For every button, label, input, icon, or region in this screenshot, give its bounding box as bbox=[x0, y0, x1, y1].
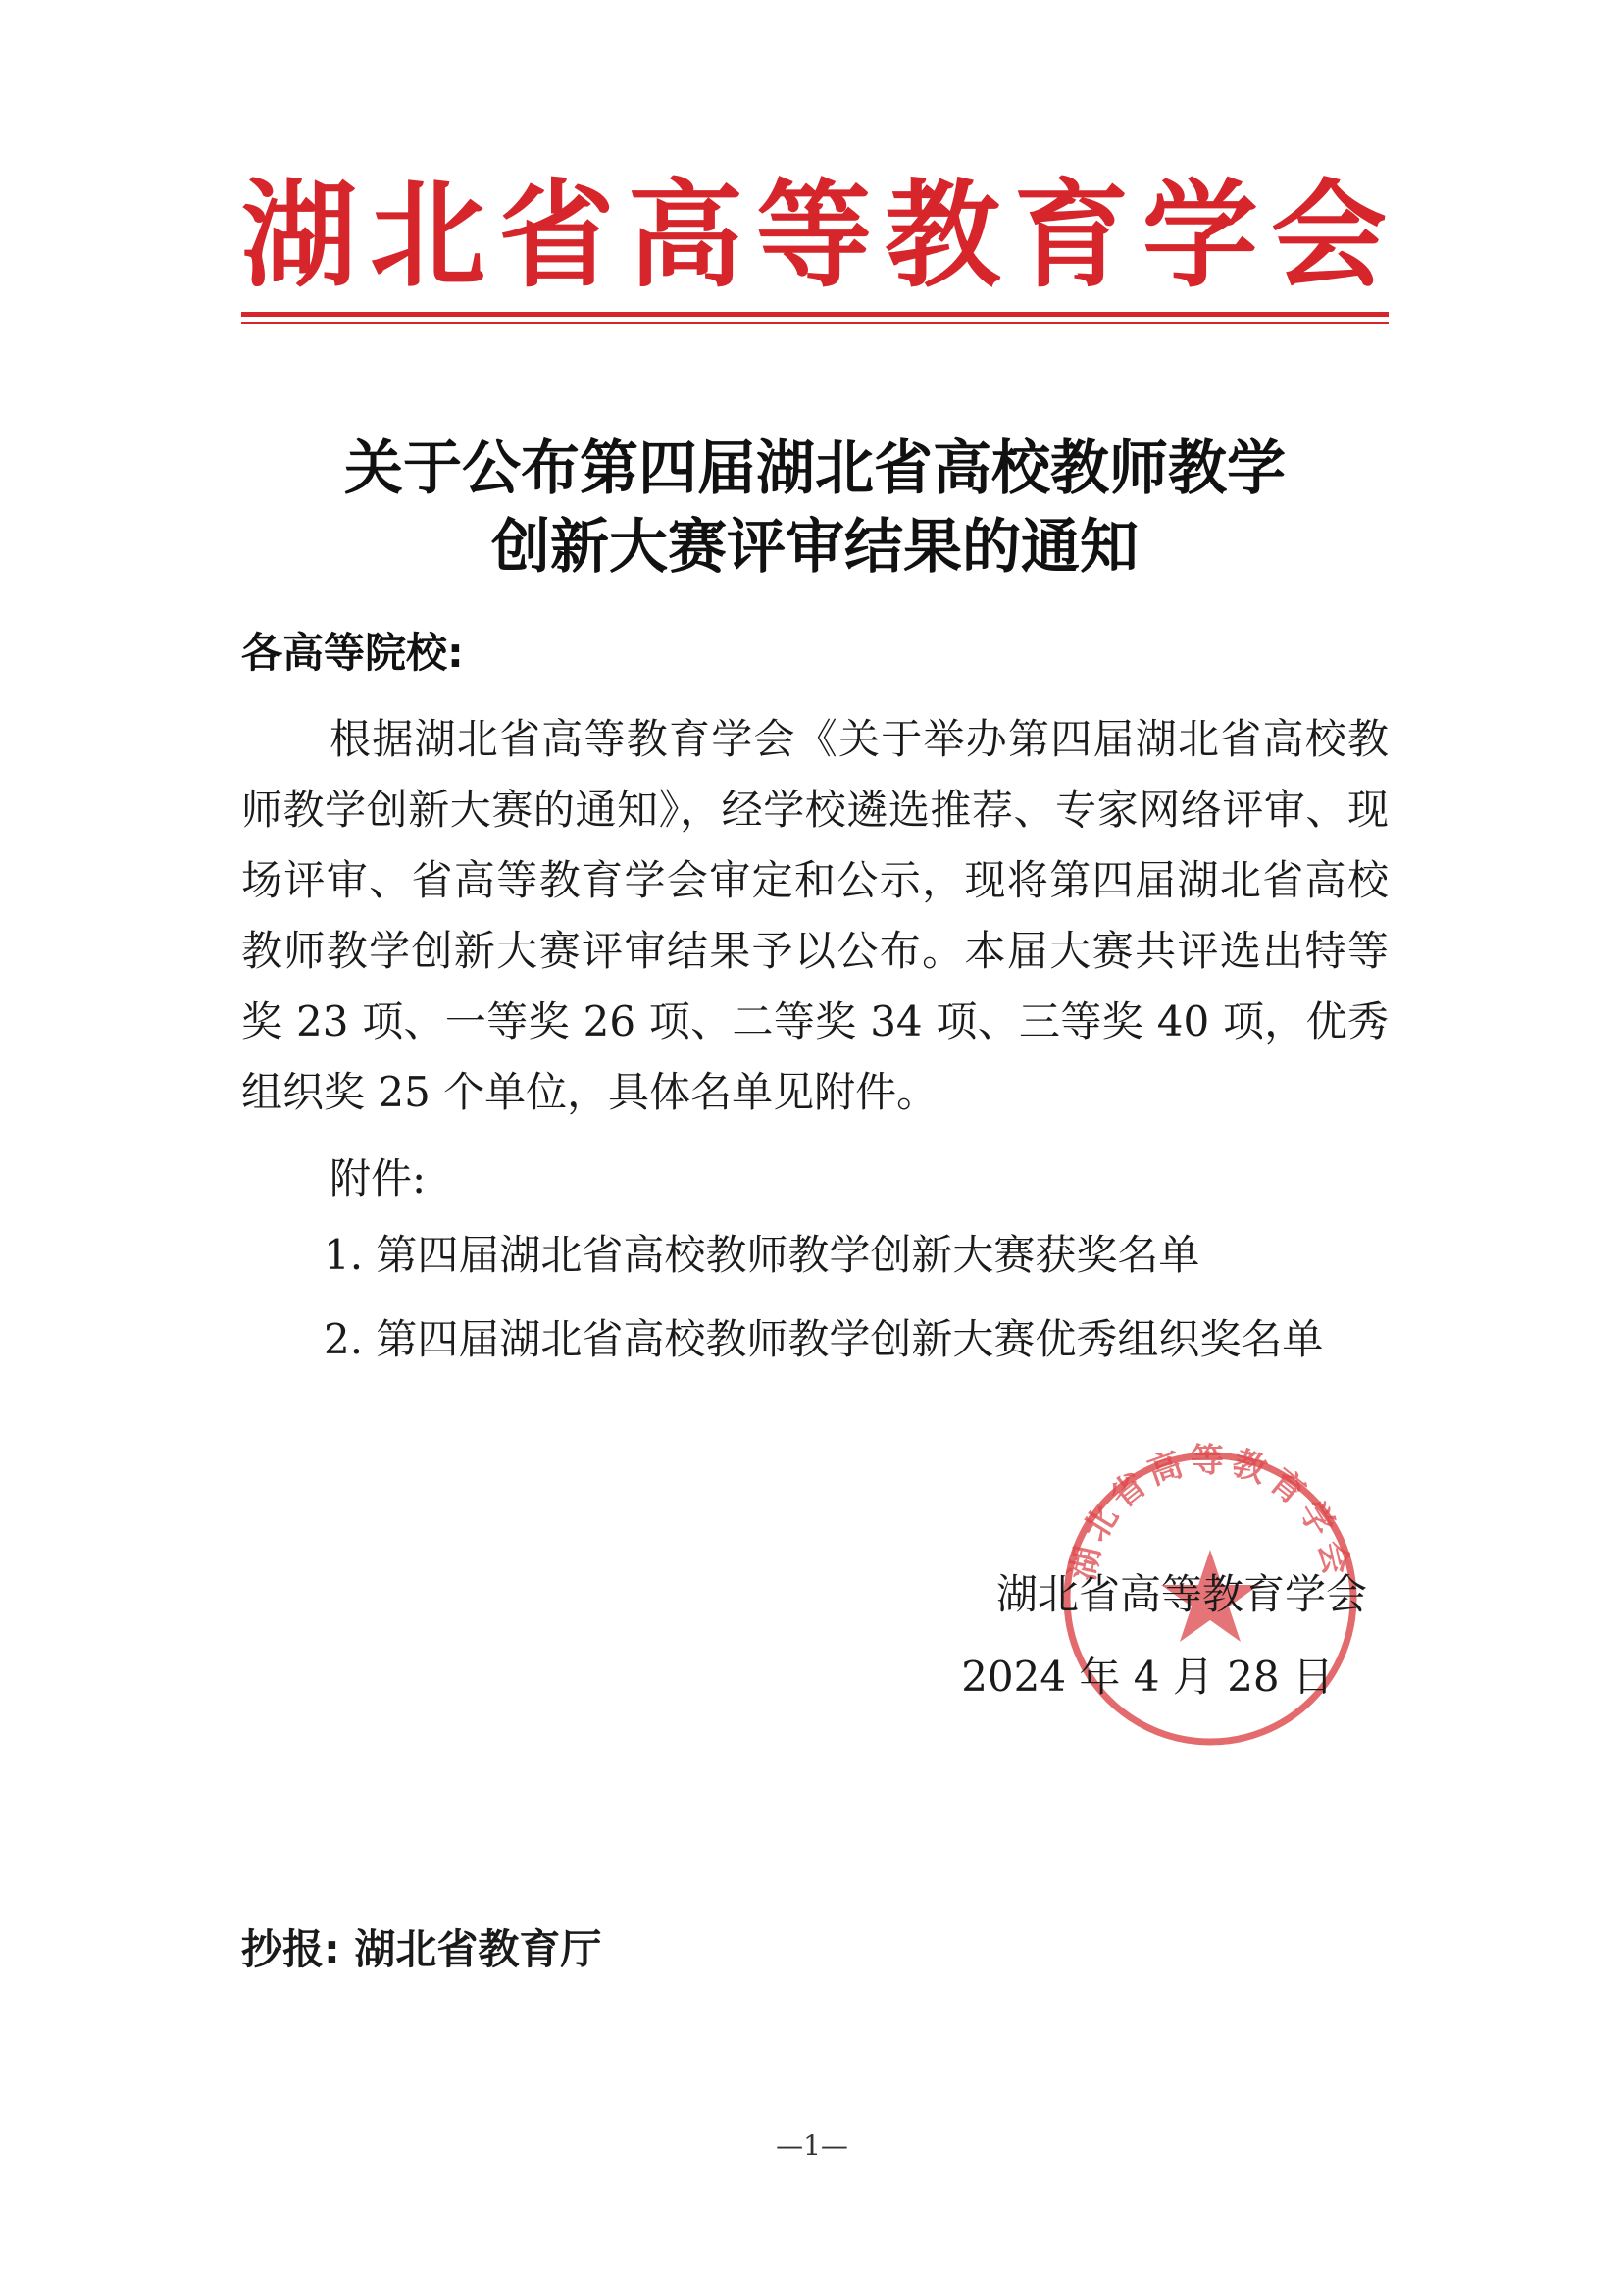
attachments-label: 附件: bbox=[330, 1154, 427, 1202]
attachment-item: 1. 第四届湖北省高校教师教学创新大赛获奖名单 bbox=[324, 1231, 1200, 1279]
cc-line: 抄报: 湖北省教育厅 bbox=[241, 1925, 602, 1973]
letterhead-rule-thick bbox=[241, 312, 1389, 317]
letterhead-org-name: 湖北省高等教育学会 bbox=[241, 167, 1389, 303]
attachment-item: 2. 第四届湖北省高校教师教学创新大赛优秀组织奖名单 bbox=[324, 1315, 1324, 1363]
title-line-1: 关于公布第四届湖北省高校教师教学 bbox=[344, 434, 1286, 503]
page-number: —1— bbox=[776, 2129, 848, 2162]
salutation: 各高等院校: bbox=[241, 629, 464, 677]
seal-text: 湖北省高等教育学会 bbox=[1063, 1442, 1357, 1584]
letterhead-rule-thin bbox=[241, 322, 1389, 324]
signature-date: 2024 年 4 月 28 日 bbox=[961, 1653, 1334, 1701]
title-line-2: 创新大赛评审结果的通知 bbox=[491, 513, 1139, 582]
body-paragraph: 根据湖北省高等教育学会《关于举办第四届湖北省高校教师教学创新大赛的通知》，经学校遴选推荐、专家网络评审、现场评审、省高等教育学会审定和公示，现将第四届湖北省高校教师教学创新大赛评审结果予以公布。本届大赛共评选出特等奖 23 项、一等奖 26 项、二等奖 34 项、三等奖 40 项，优秀组织奖 25 个单位，具体名单见附件。 bbox=[241, 715, 1389, 1116]
signature-org: 湖北省高等教育学会 bbox=[995, 1570, 1367, 1618]
document-title bbox=[241, 430, 1389, 586]
